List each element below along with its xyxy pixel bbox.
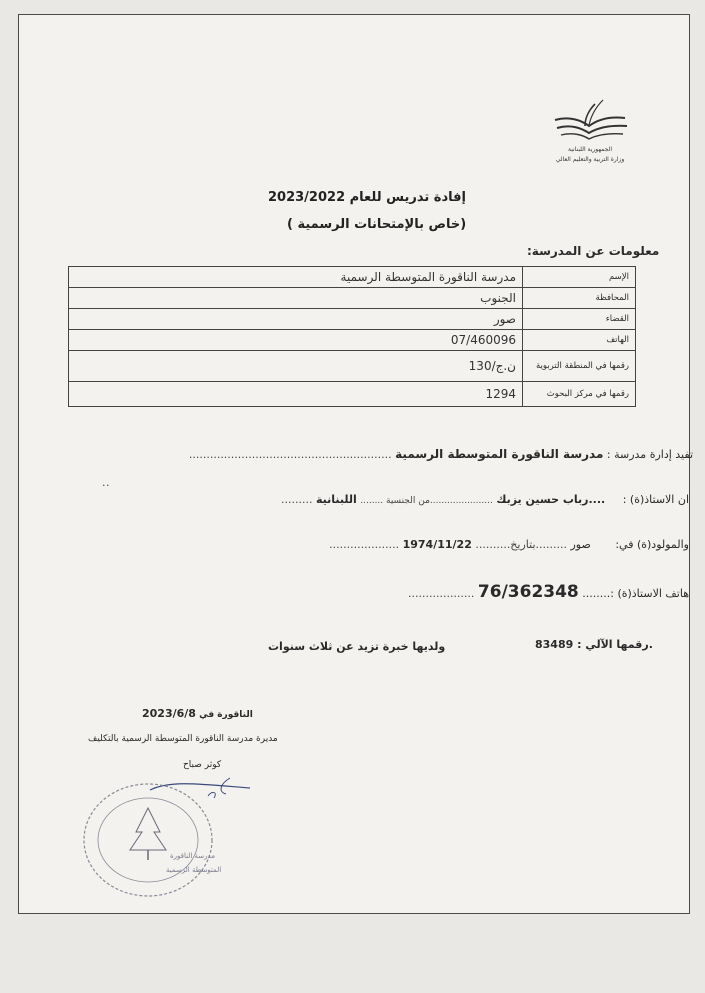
row-value: 07/460096 <box>69 330 523 351</box>
ministry-logo <box>545 98 635 170</box>
document-title: إفادة تدريس للعام 2023/2022 <box>268 190 466 205</box>
school-stamp <box>78 780 222 900</box>
phone-dots: ................... <box>407 587 475 600</box>
row-value: صور <box>69 309 523 330</box>
teacher-nat-dots: ......... <box>280 493 313 506</box>
teacher-line <box>281 493 689 506</box>
ministry-line-1: الجمهورية اللبنانية <box>567 146 613 153</box>
row-value: ن.ج/130 <box>69 351 523 382</box>
auto-number: 83489 <box>535 638 574 651</box>
table-row <box>69 382 636 407</box>
row-label: رقمها في مركز البحوث <box>523 382 636 407</box>
management-school: مدرسة الناقورة المتوسطة الرسمية <box>395 447 604 461</box>
row-label: القضاء <box>523 309 636 330</box>
born-mid: .........بتاريخ.......... <box>475 538 567 551</box>
table-row <box>69 267 636 288</box>
book-emblem-icon <box>545 98 635 144</box>
experience-text: ولديها خبرة تزيد عن ثلاث سنوات <box>268 640 446 653</box>
phone-prefix: هاتف الاستاذ(ة) :........ <box>582 587 689 600</box>
born-prefix: والمولود(ة) في: <box>615 538 689 551</box>
teacher-nationality: اللبنانية <box>315 493 357 506</box>
school-info-label: معلومات عن المدرسة: <box>527 244 660 258</box>
phone-line <box>408 582 689 602</box>
table-row <box>69 351 636 382</box>
born-dots: .................... <box>329 538 400 551</box>
born-date: 1974/11/22 <box>402 538 472 551</box>
management-line <box>189 447 693 461</box>
auto-number-line <box>535 638 653 651</box>
table-row <box>69 288 636 309</box>
management-prefix: تفيد إدارة مدرسة : <box>606 448 693 461</box>
born-line <box>329 538 689 551</box>
table-row <box>69 309 636 330</box>
row-label: الإسم <box>523 267 636 288</box>
row-label: الهاتف <box>523 330 636 351</box>
place-date-prefix: الناقورة في <box>199 710 253 720</box>
cedar-stamp-icon <box>78 780 218 900</box>
auto-number-prefix: .رقمها الآلي : <box>577 638 653 651</box>
row-label: رقمها في المنطقة التربوية <box>523 351 636 382</box>
row-value: مدرسة الناقورة المتوسطة الرسمية <box>69 267 523 288</box>
place-date <box>142 707 253 720</box>
row-value: الجنوب <box>69 288 523 309</box>
director-name: كوثر صباح <box>183 760 222 770</box>
row-value: 1294 <box>69 382 523 407</box>
director-role: مديرة مدرسة الناقورة المتوسطة الرسمية بالتكليف <box>88 734 278 744</box>
born-place: صور <box>570 538 591 551</box>
school-info-table <box>68 266 636 407</box>
stamp-line-1: مدرسة الناقورة <box>170 852 215 860</box>
management-dots: .......................................................... <box>188 448 392 461</box>
stamp-line-2: المتوسطة الرسمية <box>166 866 222 874</box>
teacher-nat-prefix: ......................من الجنسية ........ <box>360 496 493 506</box>
ministry-line-2: وزارة التربية والتعليم العالي <box>555 156 625 163</box>
phone-value: 76/362348 <box>477 582 579 602</box>
teacher-prefix: ان الاستاذ(ة) : <box>622 493 689 506</box>
teacher-name: ....رباب حسين يزبك <box>496 493 606 506</box>
management-dots-2: .. <box>102 476 110 489</box>
signature-date: 2023/6/8 <box>142 707 196 720</box>
document-subtitle: (خاص بالإمتحانات الرسمية ) <box>287 217 467 232</box>
table-row <box>69 330 636 351</box>
row-label: المحافظة <box>523 288 636 309</box>
